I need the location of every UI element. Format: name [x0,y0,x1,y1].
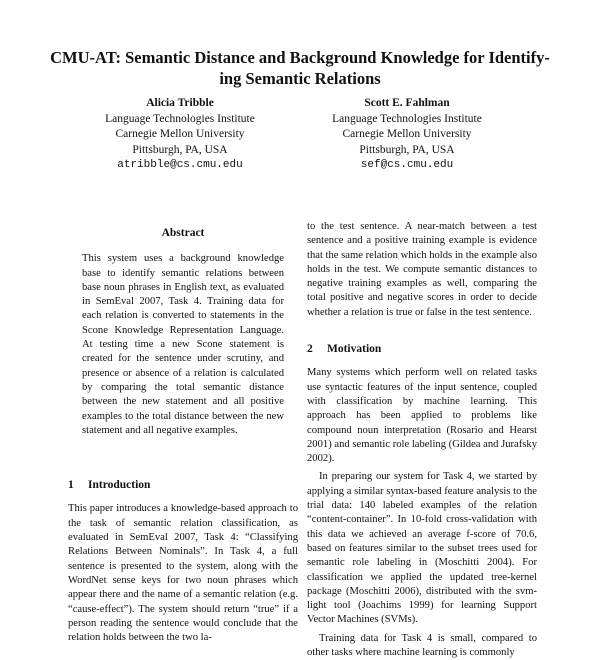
author-affiliation: Carnegie Mellon University [115,128,245,140]
author-affiliation: Carnegie Mellon University [342,128,472,140]
author-name: Scott E. Fahlman [364,97,450,109]
author-affiliation: Language Technologies Institute [105,112,255,125]
abstract-body: This system uses a background knowledge base to identify semantic relations between base noun phrases in English text, as evaluated in SemEval 2007, Task 4. Training data for each relation is converted to statements in the Scone Knowledge Representation Language. At testing time a new Scone statement is created for the sentence under scrutiny, and presence or absence of a relation is calculated by comparing the total semantic distance between the new statement and all positive examples to the total distance between the new statement and all negative examples. [82,253,284,436]
continued-paragraph: to the test sentence. A near-match between a test sentence and a positive training example is evidence that the same relation which holds in the example also holds in the test. We compute semantic distances to negative training examples as well, comparing the total positive and negative scores in order to decide whether a relation is true or false in the test sentence. [307,221,537,318]
paper-title-line-2: ing Semantic Relations [219,69,381,88]
motivation-paragraph-3: Training data for Task 4 is small, compared to other tasks where machine learning is commonly [307,632,537,659]
section-number: 2 [307,343,313,356]
author-location: Pittsburgh, PA, USA [359,143,455,156]
right-column [307,220,537,660]
section-title: Motivation [327,343,382,356]
left-column [68,220,298,645]
section-heading-motivation [307,342,537,356]
abstract-heading: Abstract [161,227,205,239]
motivation-paragraph-1: Many systems which perform well on related tasks use syntactic features of the input sentence, coupled with classification by machine learning. This approach has been applied to problems like compound noun interpretation (Rosario and Hearst 2001) and semantic role labeling (Gildea and Jurafsky 2002). [307,367,537,465]
author-email[interactable]: sef@cs.cmu.edu [360,159,454,171]
motivation-paragraph-2: In preparing our system for Task 4, we started by applying a similar syntax-based feature analysis to the trial data: 140 labeled examples of the relation “content-container”. In 10-fold cross-validation with this data we achieved an average f-score of 70.6, based on features similar to the subset trees used for semantic role labeling in (Moschitti 2004). For classification we applied the updated tree-kernel package (Moschitti 2006), distributed with the svm-light tool (Joachims 1999) for learning Support Vector Machines (SVMs). [307,471,537,626]
author-block-2 [287,96,527,174]
section-number: 1 [68,479,74,492]
paper-title [20,47,580,89]
paper-title-line-1: CMU-AT: Semantic Distance and Background Knowledge for Identify- [50,48,550,67]
introduction-paragraph: This paper introduces a knowledge-based approach to the task of semantic relation classification, as evaluated in SemEval 2007, Task 4: “Classifying Relations Between Nominals”. In Task 4, a full sentence is presented to the system, along with the WordNet sense keys for two noun phrases which appear there and the name of a semantic relation (e.g. “cause-effect”). The system should return “true” if a person reading the sentence would conclude that the relation holds between the two la- [68,503,298,644]
author-name: Alicia Tribble [146,97,214,109]
author-email[interactable]: atribble@cs.cmu.edu [117,159,243,171]
section-heading-introduction [68,478,298,492]
author-affiliation: Language Technologies Institute [332,112,482,125]
section-title: Introduction [88,479,151,492]
author-block-1 [60,96,300,174]
author-location: Pittsburgh, PA, USA [132,143,228,156]
